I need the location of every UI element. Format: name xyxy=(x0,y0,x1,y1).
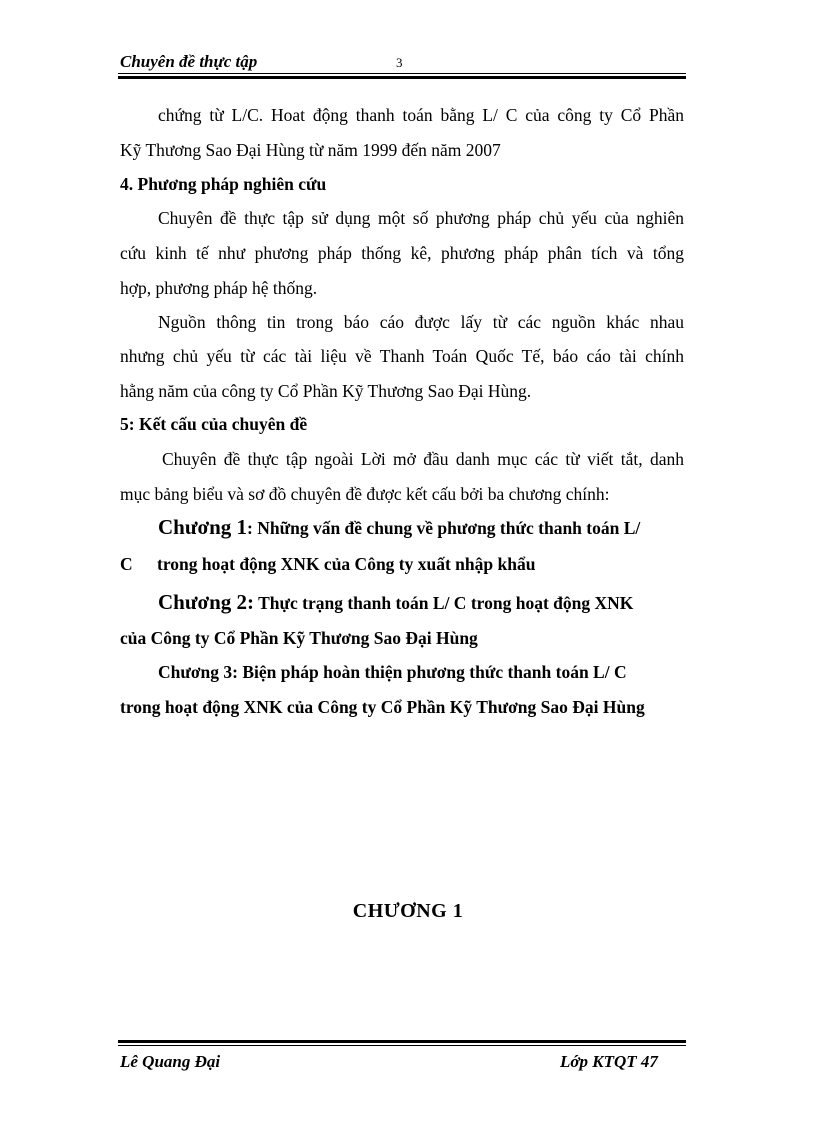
footer-rule-thin xyxy=(118,1045,686,1046)
body-line: cứu kinh tế như phương pháp thống kê, phương pháp phân tích và tổng xyxy=(120,243,684,263)
chapter-title-cont: của Công ty Cổ Phần Kỹ Thương Sao Đại Hùng xyxy=(120,628,478,648)
chapter-title: : Những vấn đề chung về phương thức thanh toán L/ xyxy=(247,518,641,538)
chapter-label: Chương 3: xyxy=(158,662,238,682)
body-line: mục bảng biểu và sơ đồ chuyên đề được kết cấu bởi ba chương chính: xyxy=(120,484,610,504)
footer-rule-thick xyxy=(118,1040,686,1043)
page-number: 3 xyxy=(396,55,403,70)
footer-class: Lớp KTQT 47 xyxy=(560,1052,658,1071)
body-line: nhưng chủ yếu từ các tài liệu về Thanh Toán Quốc Tế, báo cáo tài chính xyxy=(120,346,684,366)
body-line: Chuyên đề thực tập sử dụng một số phương pháp chủ yếu của nghiên xyxy=(158,208,684,228)
section-heading: 4. Phương pháp nghiên cứu xyxy=(120,174,327,194)
body-line: Nguồn thông tin trong báo cáo được lấy từ các nguồn khác nhau xyxy=(158,312,684,332)
chapter-outline-item xyxy=(158,662,627,683)
chapter-label: Chương 2: xyxy=(158,590,254,614)
chapter-title: Thực trạng thanh toán L/ C trong hoạt động XNK xyxy=(258,593,634,613)
chapter-outline-continuation xyxy=(120,554,535,575)
chapter-title: Biện pháp hoàn thiện phương thức thanh toán L/ C xyxy=(242,662,627,682)
body-line: hằng năm của công ty Cổ Phần Kỹ Thương Sao Đại Hùng. xyxy=(120,381,532,401)
body-line: Chuyên đề thực tập ngoài Lời mở đầu danh mục các từ viết tắt, danh xyxy=(162,449,684,469)
body-line: Kỹ Thương Sao Đại Hùng từ năm 1999 đến năm 2007 xyxy=(120,140,501,160)
chapter-label: Chương 1 xyxy=(158,515,248,539)
chapter-title-cont: trong hoạt động XNK của Công ty Cổ Phần Kỹ Thương Sao Đại Hùng xyxy=(120,697,645,717)
section-heading: 5: Kết cấu của chuyên đề xyxy=(120,414,308,434)
body-line: hợp, phương pháp hệ thống. xyxy=(120,278,318,298)
footer-author: Lê Quang Đại xyxy=(120,1052,221,1071)
body-line: chứng từ L/C. Hoat động thanh toán bằng L/ C của công ty Cổ Phần xyxy=(158,105,684,125)
header-rule-thin xyxy=(118,73,686,74)
chapter-outline-item xyxy=(158,515,640,540)
header-rule-thick xyxy=(118,76,686,79)
chapter-outline-item xyxy=(158,590,633,615)
chapter-heading: CHƯƠNG 1 xyxy=(352,900,464,922)
header-title: Chuyên đề thực tập xyxy=(120,52,258,71)
chapter-lead-letter: C xyxy=(120,554,133,574)
chapter-title-cont: trong hoạt động XNK của Công ty xuất nhập khẩu xyxy=(157,554,536,574)
